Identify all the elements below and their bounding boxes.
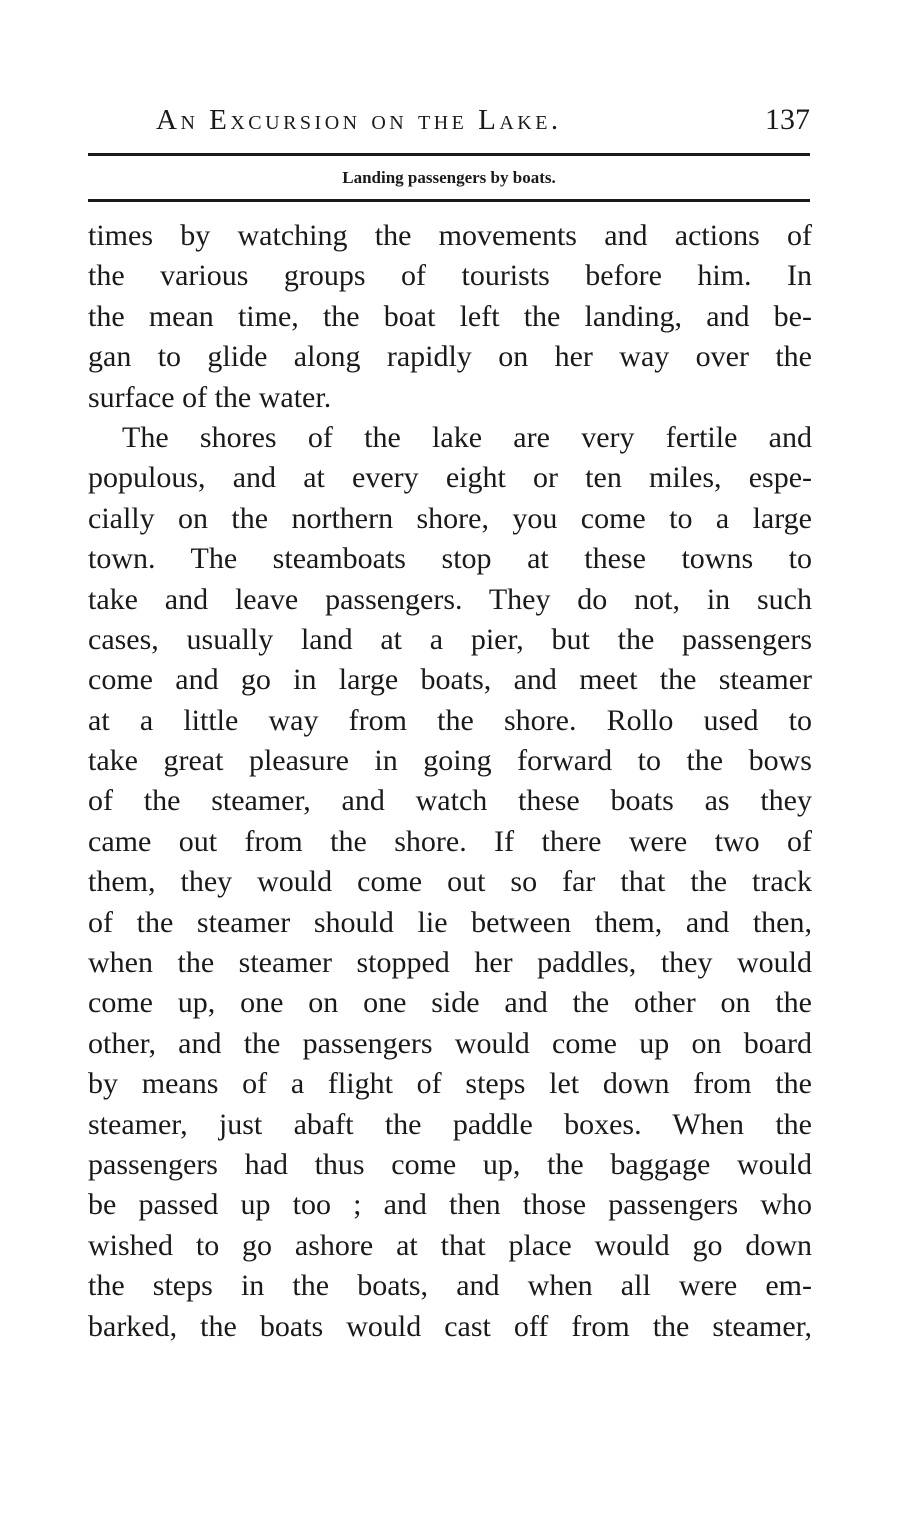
section-subheading: Landing passengers by boats.: [342, 168, 556, 187]
text-line: populous, and at every eight or ten miles, espe-: [88, 461, 812, 495]
running-title: An Excursion on the Lake.: [156, 104, 562, 136]
text-line: gan to glide along rapidly on her way over the: [88, 340, 812, 374]
text-line: be passed up too ; and then those passengers who: [88, 1188, 812, 1222]
text-line: town. The steamboats stop at these towns to: [88, 542, 812, 576]
text-line: wished to go ashore at that place would go down: [88, 1228, 812, 1262]
text-line: the steps in the boats, and when all were em-: [88, 1269, 812, 1303]
text-line: passengers had thus come up, the baggage would: [88, 1147, 812, 1181]
text-line: barked, the boats would cast off from the steamer,: [88, 1309, 812, 1343]
text-line: when the steamer stopped her paddles, they would: [88, 946, 812, 980]
text-line: other, and the passengers would come up on board: [88, 1026, 812, 1060]
header-rule-top: [88, 153, 810, 156]
text-line: came out from the shore. If there were two of: [88, 824, 812, 858]
text-line: the various groups of tourists before him. In: [88, 259, 812, 293]
page-header: [88, 98, 810, 142]
text-line: surface of the water.: [88, 380, 332, 414]
text-line: at a little way from the shore. Rollo used to: [88, 703, 812, 737]
text-line: The shores of the lake are very fertile and: [122, 420, 812, 454]
paragraph-1: [88, 216, 812, 418]
page-number: 137: [765, 103, 810, 136]
paragraph-2: [88, 418, 812, 1347]
text-line: them, they would come out so far that the track: [88, 865, 812, 899]
text-line: come and go in large boats, and meet the steamer: [88, 663, 812, 697]
text-line: take and leave passengers. They do not, in such: [88, 582, 812, 616]
text-line: of the steamer, and watch these boats as they: [88, 784, 812, 818]
text-line: by means of a flight of steps let down from the: [88, 1067, 812, 1101]
text-line: come up, one on one side and the other on the: [88, 986, 812, 1020]
text-line: of the steamer should lie between them, and then,: [88, 905, 812, 939]
text-line: steamer, just abaft the paddle boxes. When the: [88, 1107, 812, 1141]
text-line: cially on the northern shore, you come to a large: [88, 501, 812, 535]
text-line: the mean time, the boat left the landing, and be-: [88, 299, 812, 333]
body-text: [88, 216, 812, 1347]
text-line: times by watching the movements and actions of: [88, 219, 812, 252]
header-rule-bottom: [88, 199, 810, 202]
text-line: cases, usually land at a pier, but the passengers: [88, 622, 812, 656]
text-line: take great pleasure in going forward to the bows: [88, 744, 812, 778]
